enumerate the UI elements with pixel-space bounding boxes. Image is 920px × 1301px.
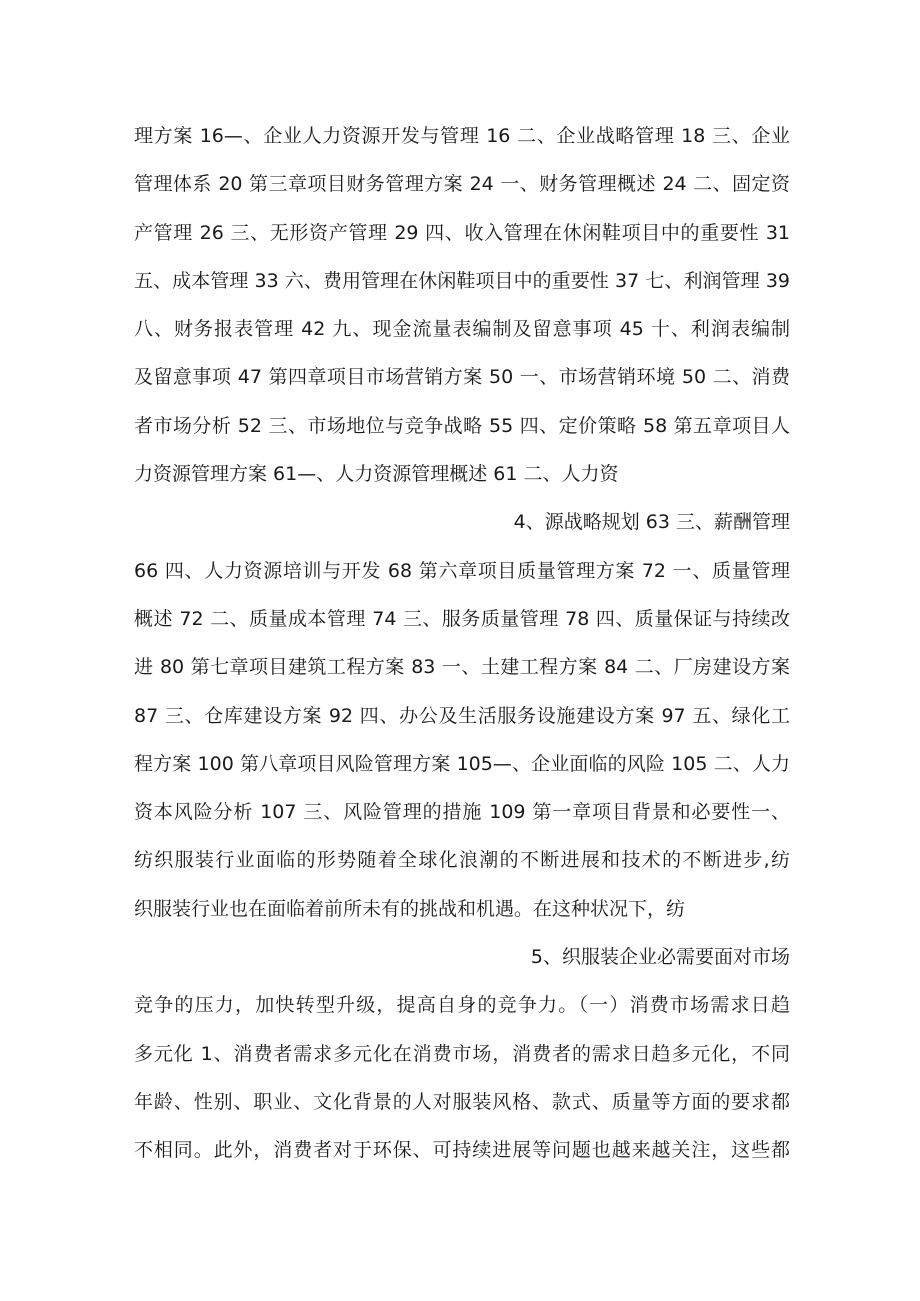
- text-line: 程方案 100 第八章项目风险管理方案 105—、企业面临的风险 105 二、人力: [134, 752, 790, 775]
- text-line: 概述 72 二、质量成本管理 74 三、服务质量管理 78 四、质量保证与持续改: [134, 607, 790, 630]
- text-line: 66 四、人力资源培训与开发 68 第六章项目质量管理方案 72 一、质量管理: [134, 559, 790, 582]
- text-line: 织服装行业也在面临着前所未有的挑战和机遇。在这种状况下，纺: [134, 897, 686, 920]
- text-line: 多元化 1、消费者需求多元化在消费市场，消费者的需求日趋多元化，不同: [134, 1042, 790, 1065]
- text-line: 理方案 16—、企业人力资源开发与管理 16 二、企业战略管理 18 三、企业: [134, 125, 790, 147]
- text-line: 八、财务报表管理 42 九、现金流量表编制及留意事项 45 十、利润表编制: [134, 318, 790, 341]
- text-line: 资本风险分析 107 三、风险管理的措施 109 第一章项目背景和必要性一、: [134, 801, 790, 824]
- page-break-line: 4、源战略规划 63 三、薪酬管理: [513, 511, 790, 534]
- text-line: 不相同。此外，消费者对于环保、可持续进展等问题也越来越关注，这些都: [134, 1139, 790, 1162]
- text-line: 及留意事项 47 第四章项目市场营销方案 50 一、市场营销环境 50 二、消费: [134, 366, 790, 389]
- page-break-line: 5、织服装企业必需要面对市场: [530, 946, 790, 969]
- text-line: 者市场分析 52 三、市场地位与竞争战略 55 四、定价策略 58 第五章项目人: [134, 414, 790, 437]
- text-line: 进 80 第七章项目建筑工程方案 83 一、土建工程方案 84 二、厂房建设方案: [134, 656, 790, 679]
- text-line: 竞争的压力，加快转型升级，提高自身的竞争力。（一）消费市场需求日趋: [134, 994, 790, 1017]
- text-line: 力资源管理方案 61—、人力资源管理概述 61 二、人力资: [134, 463, 619, 486]
- document-body: [134, 112, 790, 1175]
- text-line: 纺织服装行业面临的形势随着全球化浪潮的不断进展和技术的不断进步,纺: [134, 849, 790, 872]
- text-line: 87 三、仓库建设方案 92 四、办公及生活服务设施建设方案 97 五、绿化工: [134, 704, 790, 727]
- text-line: 五、成本管理 33 六、费用管理在休闲鞋项目中的重要性 37 七、利润管理 39: [134, 269, 790, 292]
- text-line: 产管理 26 三、无形资产管理 29 四、收入管理在休闲鞋项目中的重要性 31: [134, 221, 790, 244]
- text-line: 管理体系 20 第三章项目财务管理方案 24 一、财务管理概述 24 二、固定资: [134, 173, 790, 196]
- text-line: 年龄、性别、职业、文化背景的人对服装风格、款式、质量等方面的要求都: [134, 1090, 790, 1113]
